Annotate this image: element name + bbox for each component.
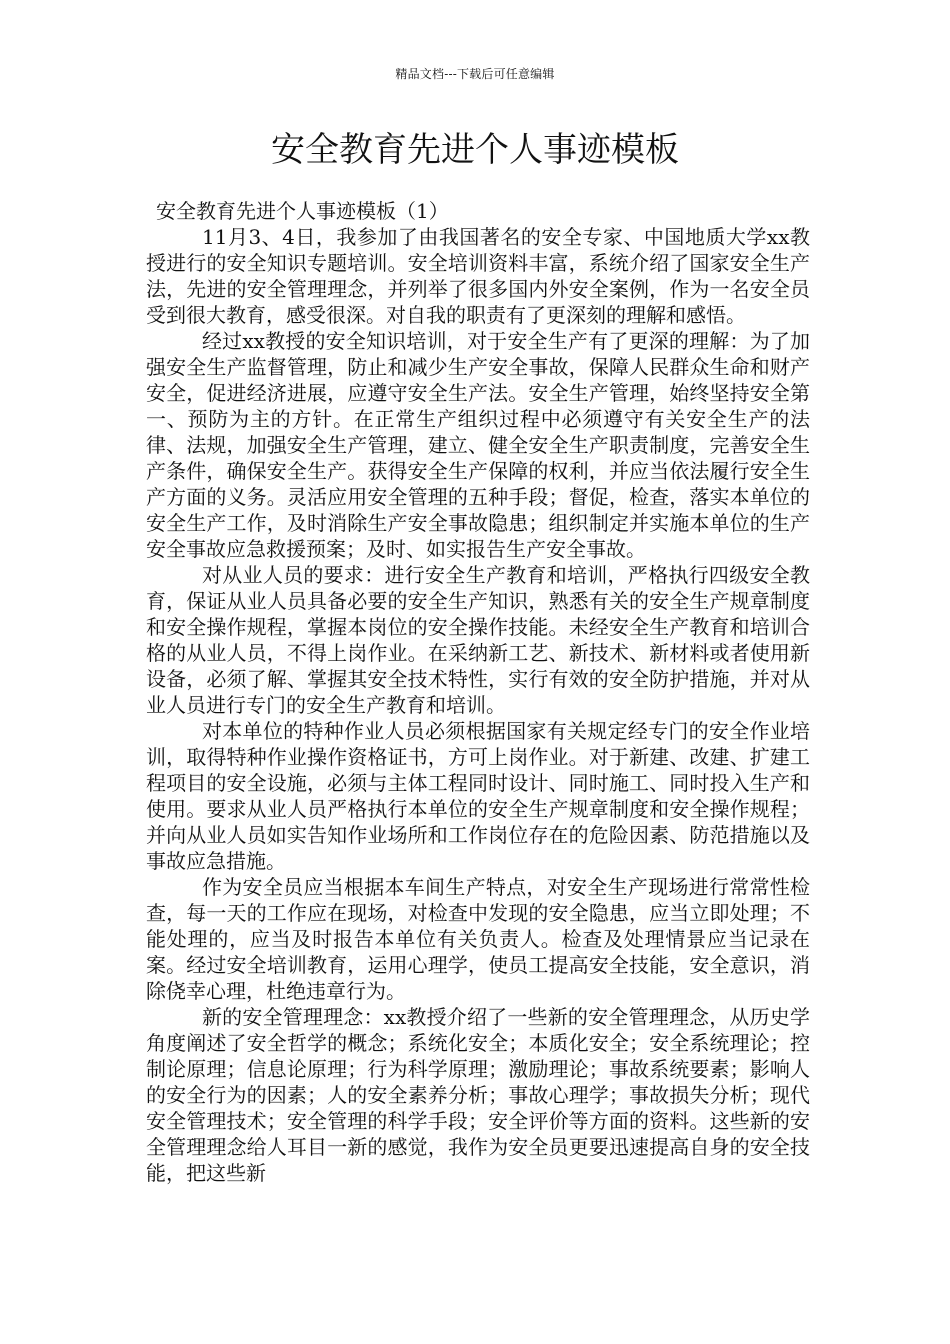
paragraph-safety-officer-duties: 作为安全员应当根据本车间生产特点，对安全生产现场进行常常性检查，每一天的工作应在现场，对检查中发现的安全隐患，应当立即处理；不能处理的，应当及时报告本单位有关负责人。检查及处理情景应当记录在案。经过安全培训教育，运用心理学，使员工提高安全技能，安全意识，消除侥幸心理，杜绝违章行为。 (146, 875, 810, 1003)
paragraph-training-summary: 11月3、4日，我参加了由我国著名的安全专家、中国地质大学xx教授进行的安全知识专题培训。安全培训资料丰富，系统介绍了国家安全生产法，先进的安全管理理念，并列举了很多国内外安全案例，作为一名安全员受到很大教育，感受很深。对自我的职责有了更深刻的理解和感悟。 (146, 225, 810, 327)
paragraph-employee-requirements: 对从业人员的要求：进行安全生产教育和培训，严格执行四级安全教育，保证从业人员具备必要的安全生产知识，熟悉有关的安全生产规章制度和安全操作规程，掌握本岗位的安全操作技能。未经安全生产教育和培训合格的从业人员，不得上岗作业。在采纳新工艺、新技术、新材料或者使用新设备，必须了解、掌握其安全技术特性，实行有效的安全防护措施，并对从业人员进行专门的安全生产教育和培训。 (146, 563, 810, 717)
document-title: 安全教育先进个人事迹模板 (271, 130, 679, 170)
section-heading: 安全教育先进个人事迹模板（1） (156, 199, 449, 223)
document-content (146, 198, 810, 1186)
paragraph-special-operators: 对本单位的特种作业人员必须根据国家有关规定经专门的安全作业培训，取得特种作业操作资格证书，方可上岗作业。对于新建、改建、扩建工程项目的安全设施，必须与主体工程同时设计、同时施工、同时投入生产和使用。要求从业人员严格执行本单位的安全生产规章制度和安全操作规程；并向从业人员如实告知作业场所和工作岗位存在的危险因素、防范措施以及事故应急措施。 (146, 719, 810, 873)
header-note: 精品文档---下载后可任意编辑 (395, 67, 555, 81)
paragraph-new-management-concepts: 新的安全管理理念：xx教授介绍了一些新的安全管理理念，从历史学角度阐述了安全哲学的概念；系统化安全；本质化安全；安全系统理论；控制论原理；信息论原理；行为科学原理；激励理论；事故系统要素；影响人的安全行为的因素；人的安全素养分析；事故心理学；事故损失分析；现代安全管理技术；安全管理的科学手段；安全评价等方面的资料。这些新的安全管理理念给人耳目一新的感觉，我作为安全员更要迅速提高自身的安全技能，把这些新 (146, 1005, 810, 1185)
paragraph-safety-understanding: 经过xx教授的安全知识培训，对于安全生产有了更深的理解：为了加强安全生产监督管理，防止和减少生产安全事故，保障人民群众生命和财产安全，促进经济进展，应遵守安全生产法。安全生产管理，始终坚持安全第一、预防为主的方针。在正常生产组织过程中必须遵守有关安全生产的法律、法规，加强安全生产管理，建立、健全安全生产职责制度，完善安全生产条件，确保安全生产。获得安全生产保障的权利，并应当依法履行安全生产方面的义务。灵活应用安全管理的五种手段；督促，检查，落实本单位的安全生产工作，及时消除生产安全事故隐患；组织制定并实施本单位的生产安全事故应急救援预案；及时、如实报告生产安全事故。 (146, 329, 810, 561)
